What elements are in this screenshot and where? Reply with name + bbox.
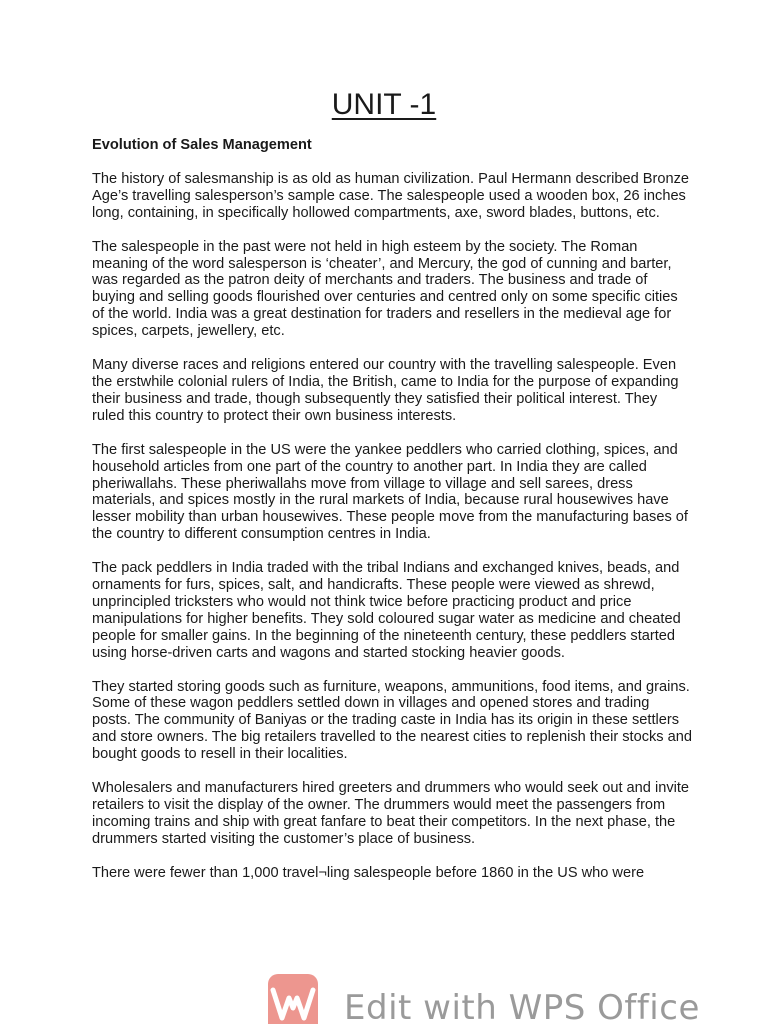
paragraph: They started storing goods such as furniture, weapons, ammunitions, food items, and grains. Some of these wagon peddlers settled down in villages and opened stores and trading posts. The community of Baniyas or the trading caste in India has its origin in these settlers and store owners. The big retailers travelled to the nearest cities to replenish their stocks and bought goods to resell in their localities. bbox=[92, 678, 693, 763]
watermark-text: Edit with WPS Office bbox=[344, 988, 700, 1024]
paragraph: The first salespeople in the US were the yankee peddlers who carried clothing, spices, and household articles from one part of the country to another part. In India they are called pheriwallahs. These pheriwallahs move from village to village and sell sarees, dress materials, and spices mostly in the rural markets of India, because rural housewives have lesser mobility than urban housewives. These people move from the manufacturing bases of the country to different consumption centres in India. bbox=[92, 441, 688, 543]
paragraph: There were fewer than 1,000 travel¬ling salespeople before 1860 in the US who were bbox=[92, 864, 645, 881]
paragraph: The salespeople in the past were not held in high esteem by the society. The Roman meaning of the word salesperson is ‘cheater’, and Mercury, the god of cunning and barter, was regarded as the patron deity of merchants and traders. The business and trade of buying and selling goods flourished over centuries and centred only on some specific cities of the world. India was a great destination for traders and resellers in the medieval age for spices, carpets, jewellery, etc. bbox=[92, 238, 678, 340]
paragraph: The pack peddlers in India traded with the tribal Indians and exchanged knives, beads, and ornaments for furs, spices, salt, and handicrafts. These people were viewed as shrewd, unprincipled tricksters who would not think twice before practicing product and price manipulations for higher benefits. They sold coloured sugar water as medicine and cheated people for smaller gains. In the beginning of the nineteenth century, these peddlers started using horse-driven carts and wagons and started stocking heavier goods. bbox=[92, 560, 681, 661]
section-heading: Evolution of Sales Management bbox=[92, 137, 312, 153]
paragraph: Many diverse races and religions entered our country with the travelling salespeople. Even the erstwhile colonial rulers of India, the British, came to India for the purpose of expanding their business and trade, though subsequently they satisfied their political interest. They ruled this country to protect their own business interests. bbox=[92, 357, 679, 424]
wps-office-logo-icon bbox=[268, 974, 318, 1024]
paragraph: Wholesalers and manufacturers hired greeters and drummers who would seek out and invite retailers to visit the display of the owner. The drummers would meet the passengers from incoming trains and ship with great fanfare to beat their competitors. In the next phase, the drummers started visiting the customer’s place of business. bbox=[92, 780, 690, 847]
page-title: UNIT -1 bbox=[331, 88, 437, 121]
document-body bbox=[92, 137, 692, 899]
wps-watermark bbox=[268, 974, 700, 1024]
paragraph: The history of salesmanship is as old as human civilization. Paul Hermann described Bronze Age’s travelling salesperson’s sample case. The salespeople used a wooden box, 26 inches long, containing, in specifically hollowed compartments, axe, sword blades, buttons, etc. bbox=[92, 170, 690, 221]
